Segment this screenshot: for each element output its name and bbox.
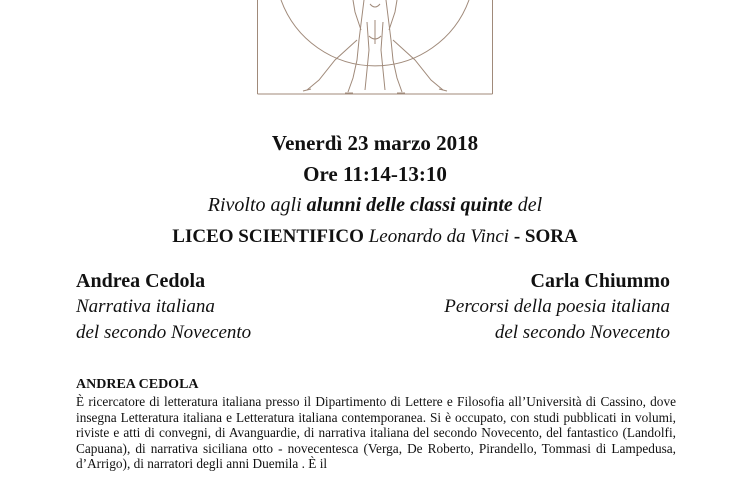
event-date: Venerdì 23 marzo 2018 xyxy=(271,131,479,155)
bio-section xyxy=(76,376,676,472)
audience-prefix: Rivolto agli xyxy=(207,194,307,216)
speaker-topic-line-1: Narrativa italiana xyxy=(76,296,215,317)
school-prefix: LICEO SCIENTIFICO xyxy=(172,226,369,247)
audience-bold: alunni delle classi quinte xyxy=(306,194,513,216)
audience-line xyxy=(0,190,750,221)
event-time: Ore 11:14-13:10 xyxy=(303,162,447,186)
audience-suffix: del xyxy=(512,194,543,216)
speaker-topic-line-2: del secondo Novecento xyxy=(76,322,252,343)
event-header xyxy=(0,128,750,252)
bio-title: ANDREA CEDOLA xyxy=(76,377,199,392)
speaker-name: Andrea Cedola xyxy=(76,270,206,292)
school-suffix: - SORA xyxy=(509,226,578,247)
speaker-topic-line-1: Percorsi della poesia italiana xyxy=(444,296,670,317)
bio-text: È ricercatore di letteratura italiana presso il Dipartimento di Lettere e Filosofia all’Università di Cassino, dove insegna Letteratura italiana e Letteratura italiana contemporanea. Si è occupato, con studi pubblicati in volumi, riviste e atti di convegni, di Avanguardie, di narrativa italiana del secondo Novecento, del fantastico (Landolfi, Capuana), di narrativa siciliana otto - novecentesca (Verga, De Roberto, Pirandello, Tommasi di Lampedusa, d’Arrigo), di narratori degli anni Duemila . È il xyxy=(76,394,676,471)
speaker-name: Carla Chiummo xyxy=(530,270,670,292)
speaker-left xyxy=(76,268,251,346)
speaker-topic-line-2: del secondo Novecento xyxy=(494,322,670,343)
school-line xyxy=(0,221,750,252)
vitruvian-man-icon xyxy=(257,0,493,98)
school-name: Leonardo da Vinci xyxy=(368,226,510,247)
speaker-right xyxy=(444,268,670,346)
